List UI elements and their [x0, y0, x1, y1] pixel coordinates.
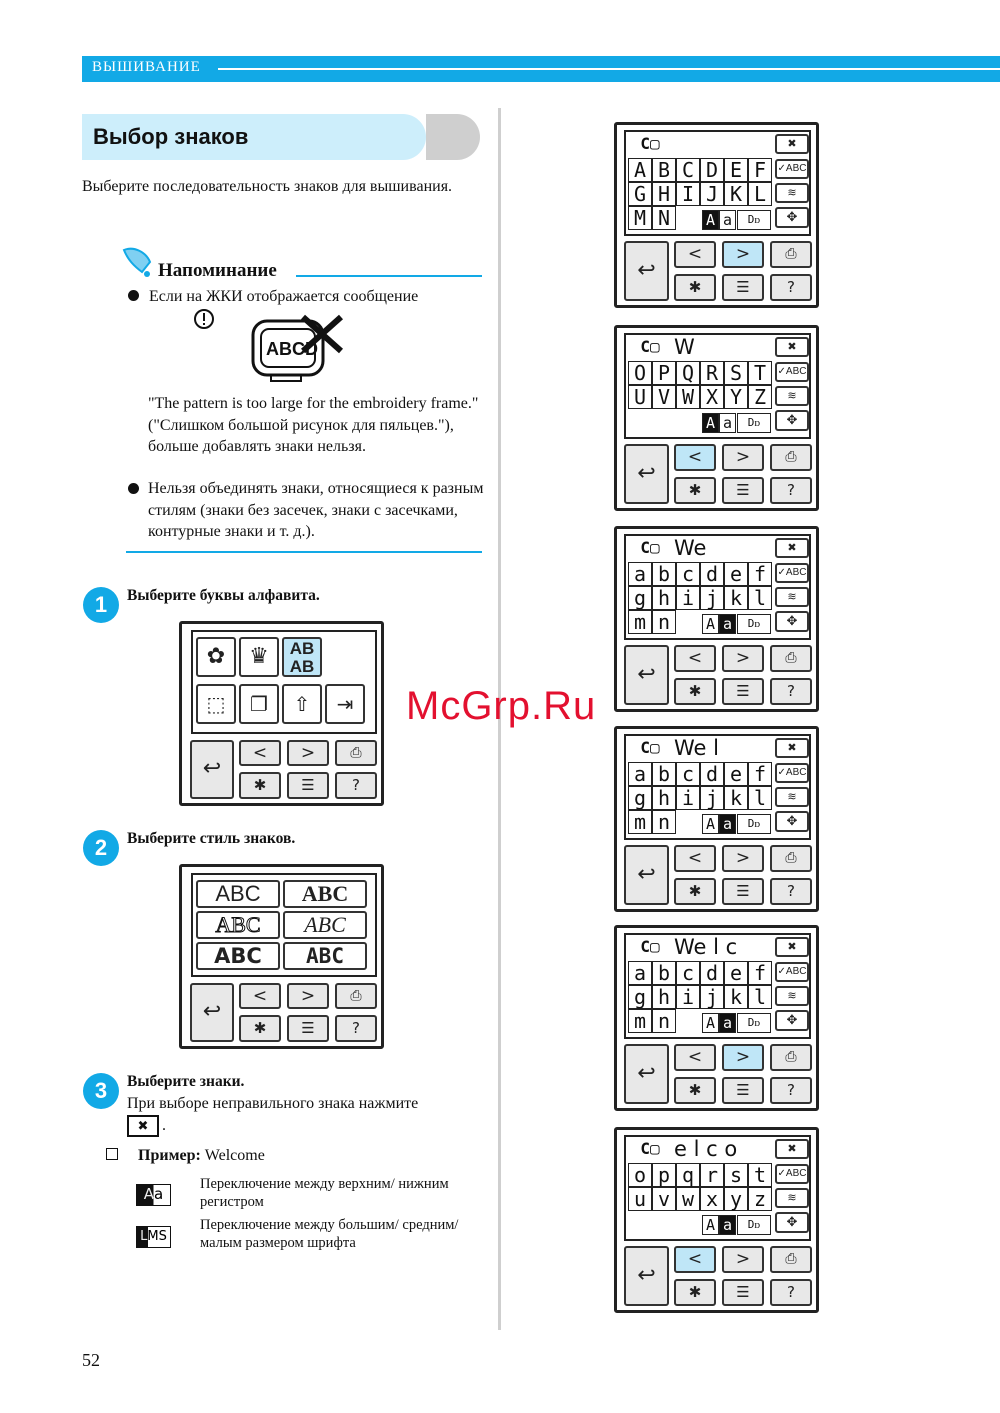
page-number: 52	[82, 1350, 100, 1370]
char-key[interactable]: W	[676, 385, 700, 409]
help-button[interactable]: ?	[770, 878, 812, 905]
bullet-dot	[128, 483, 139, 494]
char-key[interactable]: P	[652, 361, 676, 385]
back-button[interactable]: ↩	[190, 983, 234, 1042]
char-key[interactable]: g	[628, 586, 652, 610]
back-button[interactable]: ↩	[624, 845, 669, 905]
entered-text	[674, 132, 774, 156]
memo-title: Напоминание	[158, 260, 277, 281]
next-page-button[interactable]: >	[722, 444, 764, 471]
help-button[interactable]: ?	[770, 274, 812, 301]
char-key[interactable]: X	[700, 385, 724, 409]
char-key[interactable]: f	[748, 961, 772, 985]
char-key[interactable]: n	[652, 610, 676, 634]
char-key[interactable]: b	[652, 762, 676, 786]
stitch-icon[interactable]: ≋	[775, 986, 809, 1006]
check-abc-icon[interactable]: ✓ABC	[775, 563, 809, 583]
presser-foot-icon[interactable]: ✱	[674, 1279, 716, 1306]
case-upper-key[interactable]: A	[702, 814, 719, 834]
case-lower-key[interactable]: a	[719, 614, 736, 634]
presser-foot-icon[interactable]: ✱	[674, 878, 716, 905]
memory-icon[interactable]: ⎙	[770, 444, 812, 471]
delete-char-icon[interactable]: ✖	[775, 738, 809, 758]
frame-icon-text: ABCD	[266, 339, 318, 359]
char-key[interactable]: J	[700, 182, 724, 206]
case-upper-key[interactable]: A	[702, 210, 719, 230]
step-3-desc-end: .	[162, 1117, 166, 1134]
manual-icon[interactable]: ☰	[722, 878, 764, 905]
example-checkbox	[106, 1148, 118, 1160]
memory-icon[interactable]: ⎙	[335, 983, 377, 1009]
next-page-button[interactable]: >	[722, 241, 764, 268]
char-key[interactable]: D	[700, 158, 724, 182]
help-button[interactable]: ?	[770, 1279, 812, 1306]
upload-pattern-icon[interactable]: ⇧	[282, 684, 322, 724]
char-key[interactable]: z	[748, 1187, 772, 1211]
text-cursor-icon: C▢	[640, 738, 660, 757]
char-key[interactable]: r	[700, 1163, 724, 1187]
memo-bullet-1	[128, 286, 488, 308]
step-2-screen	[179, 864, 384, 1049]
char-key[interactable]: j	[700, 786, 724, 810]
text-cursor-icon: C▢	[640, 937, 660, 956]
manual-icon[interactable]: ☰	[722, 1279, 764, 1306]
char-key[interactable]: c	[676, 562, 700, 586]
next-page-button[interactable]: >	[722, 645, 764, 672]
char-key[interactable]: m	[628, 810, 652, 834]
back-button[interactable]: ↩	[624, 645, 669, 705]
memory-icon[interactable]: ⎙	[770, 1246, 812, 1273]
char-key[interactable]: K	[724, 182, 748, 206]
char-key[interactable]: i	[676, 985, 700, 1009]
char-key[interactable]: m	[628, 1009, 652, 1033]
delete-char-icon[interactable]: ✖	[775, 134, 809, 154]
embroidery-pattern-icon[interactable]: ✿	[196, 637, 236, 677]
entered-text: We l c	[674, 935, 738, 959]
style-serif-button[interactable]: ABC	[283, 880, 367, 908]
help-button[interactable]: ?	[770, 1077, 812, 1104]
section-header-label: ВЫШИВАНИЕ	[92, 59, 201, 75]
char-key[interactable]: g	[628, 786, 652, 810]
char-key[interactable]: v	[652, 1187, 676, 1211]
memory-icon[interactable]: ⎙	[770, 1044, 812, 1071]
next-page-button[interactable]: >	[722, 1044, 764, 1071]
style-gothic-button[interactable]: ABC	[196, 880, 280, 908]
warning-icon	[193, 308, 215, 335]
char-key[interactable]: i	[676, 786, 700, 810]
char-key[interactable]: c	[676, 961, 700, 985]
char-key[interactable]: k	[724, 786, 748, 810]
presser-foot-icon[interactable]: ✱	[674, 274, 716, 301]
char-key[interactable]: t	[748, 1163, 772, 1187]
watermark: McGrp.Ru	[406, 684, 597, 728]
abc-label: ABC	[785, 966, 807, 977]
entered-text: We	[674, 536, 707, 560]
help-button[interactable]: ?	[770, 477, 812, 504]
char-key[interactable]: j	[700, 985, 724, 1009]
char-key[interactable]: n	[652, 1009, 676, 1033]
memo-bullet-1-text: "The pattern is too large for the embroidery frame." ("Слишком большой рисунок для пяльцев."), больше добавлять знаки нельзя.	[148, 395, 479, 455]
entered-text: W	[674, 335, 695, 359]
frame-pattern-icon[interactable]: ⬚	[196, 684, 236, 724]
char-key[interactable]: d	[700, 562, 724, 586]
example-label: Пример:	[138, 1147, 201, 1164]
screen-1	[614, 122, 819, 308]
char-key[interactable]: S	[724, 361, 748, 385]
char-key[interactable]: T	[748, 361, 772, 385]
screen-2	[614, 325, 819, 511]
bullet-dot	[128, 290, 139, 301]
legend-case-text: Переключение между верхним/ нижним регистром	[200, 1176, 449, 1210]
char-key[interactable]: a	[628, 762, 652, 786]
abc-label: ABC	[785, 366, 807, 377]
case-toggle-icon	[136, 1184, 171, 1206]
char-key[interactable]: Q	[676, 361, 700, 385]
presser-foot-icon[interactable]: ✱	[674, 1077, 716, 1104]
size-toggle-key[interactable]: Dᴅ	[737, 1215, 771, 1235]
move-icon[interactable]: ✥	[775, 811, 809, 832]
char-key[interactable]: e	[724, 562, 748, 586]
abc-label: ABC	[785, 767, 807, 778]
char-key[interactable]: L	[748, 182, 772, 206]
char-key[interactable]: h	[652, 586, 676, 610]
prev-page-button[interactable]: <	[239, 740, 281, 766]
char-key[interactable]: e	[724, 762, 748, 786]
memo-bell-icon	[120, 246, 154, 285]
char-key[interactable]: A	[628, 158, 652, 182]
char-key[interactable]: i	[676, 586, 700, 610]
lcd	[624, 933, 811, 1039]
style-script-button[interactable]: ABC	[283, 911, 367, 939]
card-pattern-icon[interactable]: ⇥	[325, 684, 365, 724]
memory-icon[interactable]: ⎙	[770, 241, 812, 268]
manual-icon[interactable]: ☰	[287, 772, 329, 799]
move-icon[interactable]: ✥	[775, 410, 809, 431]
stitch-icon[interactable]: ≋	[775, 587, 809, 607]
size-toggle-key: LMS	[140, 1229, 167, 1244]
step-3-desc: При выборе неправильного знака нажмите	[127, 1095, 419, 1112]
size-toggle-key[interactable]: Dᴅ	[737, 814, 771, 834]
char-key[interactable]: k	[724, 985, 748, 1009]
stitch-icon[interactable]: ≋	[775, 787, 809, 807]
step-1-screen	[179, 621, 384, 806]
back-button[interactable]: ↩	[624, 241, 669, 301]
char-key[interactable]: g	[628, 985, 652, 1009]
char-key[interactable]: Y	[724, 385, 748, 409]
char-key[interactable]: E	[724, 158, 748, 182]
alphabet-line-2: AB	[289, 657, 315, 676]
entered-text: e l c o	[674, 1137, 738, 1161]
case-upper-key[interactable]: A	[702, 413, 719, 433]
memo-rule	[296, 275, 482, 277]
alphabet-line-1: AB	[289, 639, 315, 658]
screen-4	[614, 726, 819, 912]
char-key[interactable]: b	[652, 562, 676, 586]
char-key[interactable]: p	[652, 1163, 676, 1187]
text-cursor-icon: C▢	[640, 337, 660, 356]
prev-page-button[interactable]: <	[674, 845, 716, 872]
text-cursor-icon: C▢	[640, 1139, 660, 1158]
case-lower-key[interactable]: a	[719, 1215, 736, 1235]
char-key[interactable]: B	[652, 158, 676, 182]
back-button[interactable]: ↩	[624, 1044, 669, 1104]
lcd	[624, 333, 811, 439]
prev-page-button[interactable]: <	[674, 241, 716, 268]
char-key[interactable]: w	[676, 1187, 700, 1211]
case-upper-key[interactable]: A	[702, 614, 719, 634]
memo-bullet-1-lead: Если на ЖКИ отображается сообщение	[149, 288, 419, 305]
presser-foot-icon[interactable]: ✱	[239, 772, 281, 799]
char-key[interactable]: O	[628, 361, 652, 385]
memory-icon[interactable]: ⎙	[335, 740, 377, 766]
header-rule	[218, 68, 1000, 70]
char-key[interactable]: H	[652, 182, 676, 206]
check-abc-icon[interactable]: ✓ABC	[775, 763, 809, 783]
move-icon[interactable]: ✥	[775, 207, 809, 228]
text-cursor-icon: C▢	[640, 538, 660, 557]
prev-page-button[interactable]: <	[674, 1246, 716, 1273]
presser-foot-icon[interactable]: ✱	[239, 1015, 281, 1042]
lcd	[191, 873, 377, 977]
char-key[interactable]: b	[652, 961, 676, 985]
case-toggle-key: Aa	[143, 1185, 164, 1203]
char-key[interactable]: c	[676, 762, 700, 786]
presser-foot-icon[interactable]: ✱	[674, 477, 716, 504]
memory-icon[interactable]: ⎙	[770, 845, 812, 872]
help-button[interactable]: ?	[335, 1015, 377, 1042]
lcd	[624, 130, 811, 236]
check-abc-icon[interactable]: ✓ABC	[775, 1164, 809, 1184]
manual-icon[interactable]: ☰	[722, 1077, 764, 1104]
char-key[interactable]: M	[628, 206, 652, 230]
step-3-title: Выберите знаки.	[127, 1073, 245, 1090]
char-key[interactable]: C	[676, 158, 700, 182]
style-bold-button[interactable]: ABC	[196, 942, 280, 970]
back-button[interactable]: ↩	[190, 740, 234, 799]
char-key[interactable]: f	[748, 562, 772, 586]
back-button[interactable]: ↩	[624, 444, 669, 504]
move-icon[interactable]: ✥	[775, 1010, 809, 1031]
delete-char-icon[interactable]: ✖	[775, 337, 809, 357]
alphabet-button[interactable]	[282, 637, 322, 677]
char-key[interactable]: N	[652, 206, 676, 230]
help-button[interactable]: ?	[770, 678, 812, 705]
abc-label: ABC	[785, 1168, 807, 1179]
char-key[interactable]: h	[652, 985, 676, 1009]
char-key[interactable]: j	[700, 586, 724, 610]
check-abc-icon[interactable]: ✓ABC	[775, 362, 809, 382]
abc-label: ABC	[785, 163, 807, 174]
char-key[interactable]: u	[628, 1187, 652, 1211]
char-key[interactable]: l	[748, 586, 772, 610]
char-key[interactable]: l	[748, 786, 772, 810]
case-lower-key[interactable]: a	[719, 1013, 736, 1033]
next-page-button[interactable]: >	[287, 983, 329, 1009]
char-key[interactable]: a	[628, 961, 652, 985]
case-upper-key[interactable]: A	[702, 1013, 719, 1033]
manual-icon[interactable]: ☰	[722, 274, 764, 301]
char-key[interactable]: n	[652, 810, 676, 834]
case-upper-key[interactable]: A	[702, 1215, 719, 1235]
entered-text: We l	[674, 736, 719, 760]
help-button[interactable]: ?	[335, 772, 377, 799]
next-page-button[interactable]: >	[287, 740, 329, 766]
char-key[interactable]: F	[748, 158, 772, 182]
stitch-icon[interactable]: ≋	[775, 386, 809, 406]
prev-page-button[interactable]: <	[674, 444, 716, 471]
char-key[interactable]: f	[748, 762, 772, 786]
char-key[interactable]: q	[676, 1163, 700, 1187]
char-key[interactable]: s	[724, 1163, 748, 1187]
check-abc-icon[interactable]: ✓ABC	[775, 962, 809, 982]
step-1-title: Выберите буквы алфавита.	[127, 587, 320, 604]
case-lower-key[interactable]: a	[719, 210, 736, 230]
memo-bullet-2-text: Нельзя объединять знаки, относящиеся к разным стилям (знаки без засечек, знаки с засечками, контурные знаки и т. д.).	[148, 480, 484, 540]
style-outline-button[interactable]: ABC	[196, 911, 280, 939]
example-line	[138, 1145, 265, 1167]
memory-icon[interactable]: ⎙	[770, 645, 812, 672]
memo-end-rule	[126, 551, 482, 553]
delete-char-icon[interactable]: ✖	[775, 1139, 809, 1159]
stitch-icon[interactable]: ≋	[775, 1188, 809, 1208]
case-lower-key[interactable]: a	[719, 413, 736, 433]
size-toggle-key[interactable]: Dᴅ	[737, 614, 771, 634]
text-cursor-icon: C▢	[640, 134, 660, 153]
char-key[interactable]: k	[724, 586, 748, 610]
size-toggle-key[interactable]: Dᴅ	[737, 413, 771, 433]
manual-icon[interactable]: ☰	[722, 678, 764, 705]
delete-char-icon: ✖	[127, 1115, 159, 1137]
manual-icon[interactable]: ☰	[287, 1015, 329, 1042]
memo-bullet-2	[128, 478, 488, 543]
char-key[interactable]: h	[652, 786, 676, 810]
check-abc-icon[interactable]: ✓ABC	[775, 159, 809, 179]
back-button[interactable]: ↩	[624, 1246, 669, 1306]
copy-pattern-icon[interactable]: ❐	[239, 684, 279, 724]
lcd	[624, 734, 811, 840]
lcd	[624, 534, 811, 640]
style-block-button[interactable]: ABC	[283, 942, 367, 970]
char-key[interactable]: l	[748, 985, 772, 1009]
lcd	[624, 1135, 811, 1241]
step-2-number: 2	[83, 830, 119, 866]
screen-6	[614, 1127, 819, 1313]
prev-page-button[interactable]: <	[239, 983, 281, 1009]
manual-icon[interactable]: ☰	[722, 477, 764, 504]
legend-size-text: Переключение между большим/ средним/малым размером шрифта	[200, 1217, 459, 1251]
screen-5	[614, 925, 819, 1111]
char-key[interactable]: I	[676, 182, 700, 206]
intro-text: Выберите последовательность знаков для вышивания.	[82, 178, 453, 195]
next-page-button[interactable]: >	[722, 1246, 764, 1273]
lcd	[191, 630, 377, 734]
char-key[interactable]: d	[700, 961, 724, 985]
frame-too-large-icon	[245, 313, 345, 385]
char-key[interactable]: V	[652, 385, 676, 409]
char-key[interactable]: Z	[748, 385, 772, 409]
move-icon[interactable]: ✥	[775, 1212, 809, 1233]
title-tab-cap	[426, 114, 480, 160]
char-key[interactable]: x	[700, 1187, 724, 1211]
size-toggle-icon	[136, 1226, 171, 1248]
case-lower-key[interactable]: a	[719, 814, 736, 834]
size-toggle-key[interactable]: Dᴅ	[737, 210, 771, 230]
example-value: Welcome	[204, 1147, 265, 1164]
delete-char-icon[interactable]: ✖	[775, 538, 809, 558]
char-key[interactable]: d	[700, 762, 724, 786]
char-key[interactable]: R	[700, 361, 724, 385]
prev-page-button[interactable]: <	[674, 1044, 716, 1071]
presser-foot-icon[interactable]: ✱	[674, 678, 716, 705]
char-key[interactable]: e	[724, 961, 748, 985]
step-3-number: 3	[83, 1073, 119, 1109]
stitch-icon[interactable]: ≋	[775, 183, 809, 203]
char-key[interactable]: m	[628, 610, 652, 634]
char-key[interactable]: o	[628, 1163, 652, 1187]
char-key[interactable]: U	[628, 385, 652, 409]
page-title: Выбор знаков	[93, 124, 249, 149]
crown-pattern-icon[interactable]: ♛	[239, 637, 279, 677]
next-page-button[interactable]: >	[722, 845, 764, 872]
move-icon[interactable]: ✥	[775, 611, 809, 632]
char-key[interactable]: y	[724, 1187, 748, 1211]
step-2-title: Выберите стиль знаков.	[127, 830, 296, 847]
char-key[interactable]: G	[628, 182, 652, 206]
abc-label: ABC	[785, 567, 807, 578]
char-key[interactable]: a	[628, 562, 652, 586]
size-toggle-key[interactable]: Dᴅ	[737, 1013, 771, 1033]
screen-3	[614, 526, 819, 712]
step-1-number: 1	[83, 587, 119, 623]
delete-char-icon[interactable]: ✖	[775, 937, 809, 957]
prev-page-button[interactable]: <	[674, 645, 716, 672]
